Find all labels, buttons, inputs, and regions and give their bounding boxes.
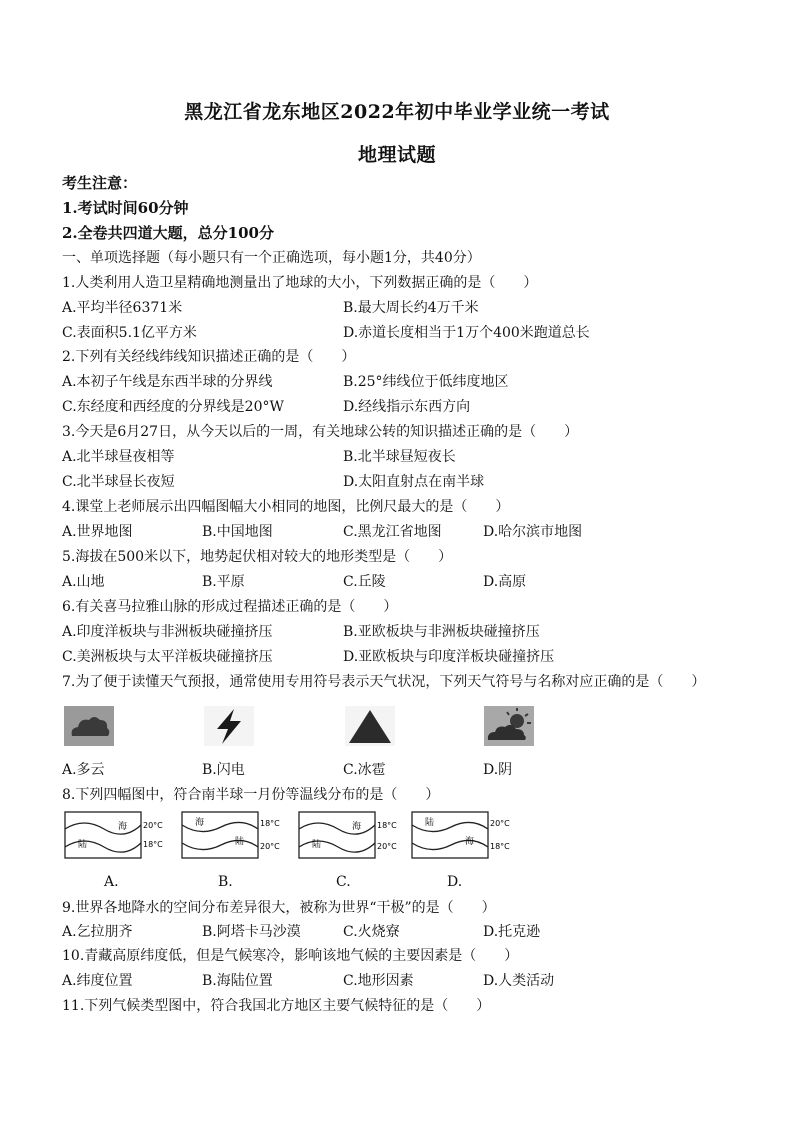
option-4b: B.中国地图: [202, 524, 273, 540]
map-c-bottom-temp: 20°C: [377, 842, 397, 851]
option-1b: B.最大周长约4万千米: [343, 300, 479, 316]
isotherm-map-d: [411, 811, 521, 861]
map-d-bottom-text: 海: [465, 837, 475, 847]
option-3a: A.北半球昼夜相等: [62, 449, 175, 465]
option-4d: D.哈尔滨市地图: [483, 524, 583, 540]
map-b-bottom-temp: 20°C: [260, 842, 280, 851]
map-d-top-temp: 20°C: [490, 819, 510, 828]
option-9a: A.乞拉朋齐: [62, 924, 133, 940]
option-4c: C.黑龙江省地图: [343, 524, 442, 540]
lightning-icon: [204, 706, 254, 746]
map-c-top-temp: 18°C: [377, 821, 397, 830]
map-b-bottom-text: 陆: [235, 837, 245, 847]
question-stem-9: 9.世界各地降水的空间分布差异很大，被称为世界“干极”的是（ ）: [62, 900, 496, 916]
map-c-top-text: 海: [352, 822, 362, 832]
option-6a: A.印度洋板块与非洲板块碰撞挤压: [62, 624, 273, 640]
option-7a: A.多云: [62, 762, 105, 778]
map-d-bottom-temp: 18°C: [490, 842, 510, 851]
map-d-top-text: 陆: [425, 818, 435, 828]
option-1d: D.赤道长度相当于1万个400米跑道总长: [343, 325, 590, 341]
map-a-bottom-temp: 18°C: [143, 840, 163, 849]
isotherm-map-a: [64, 811, 174, 861]
exam-subtitle: 地理试题: [357, 144, 436, 166]
option-7c: C.冰雹: [343, 762, 386, 778]
notice-item-1: 1.考试时间60分钟: [62, 199, 189, 217]
question-stem-2: 2.下列有关经线纬线知识描述正确的是（ ）: [62, 349, 356, 365]
option-5b: B.平原: [202, 574, 245, 590]
option-9d: D.托克逊: [483, 924, 541, 940]
option-6d: D.亚欧板块与印度洋板块碰撞挤压: [343, 649, 555, 665]
option-10b: B.海陆位置: [202, 973, 273, 989]
question-stem-3: 3.今天是6月27日，从今天以后的一周，有关地球公转的知识描述正确的是（ ）: [62, 424, 579, 440]
option-5d: D.高原: [483, 574, 527, 590]
map-c-bottom-text: 陆: [312, 840, 322, 850]
option-6c: C.美洲板块与太平洋板块碰撞挤压: [62, 649, 273, 665]
option-6b: B.亚欧板块与非洲板块碰撞挤压: [343, 624, 540, 640]
map-a-bottom-text: 陆: [78, 840, 88, 850]
option-5c: C.丘陵: [343, 574, 386, 590]
option-2b: B.25°纬线位于低纬度地区: [343, 374, 509, 390]
map-b-top-text: 海: [195, 818, 205, 828]
map-a-top-text: 海: [118, 822, 128, 832]
option-7d: D.阴: [483, 762, 513, 778]
question-stem-6: 6.有关喜马拉雅山脉的形成过程描述正确的是（ ）: [62, 599, 398, 615]
option-9b: B.阿塔卡马沙漠: [202, 924, 301, 940]
partly-cloudy-sun-icon: [484, 706, 534, 746]
notice-heading: 考生注意：: [62, 174, 138, 192]
section-heading: 一、单项选择题（每小题只有一个正确选项，每小题1分，共40分）: [62, 250, 481, 266]
question-stem-8: 8.下列四幅图中，符合南半球一月份等温线分布的是（ ）: [62, 787, 440, 803]
option-2a: A.本初子午线是东西半球的分界线: [62, 374, 273, 390]
option-1c: C.表面积5.1亿平方米: [62, 325, 197, 341]
question-stem-5: 5.海拔在500米以下，地势起伏相对较大的地形类型是（ ）: [62, 549, 453, 565]
option-3c: C.北半球昼长夜短: [62, 474, 175, 490]
option-2d: D.经线指示东西方向: [343, 399, 471, 415]
exam-title: 黑龙江省龙东地区2022年初中毕业学业统一考试: [184, 101, 610, 123]
option-2c: C.东经度和西经度的分界线是20°W: [62, 399, 284, 415]
map-label-d: D.: [447, 874, 463, 890]
map-label-a: A.: [104, 874, 119, 890]
question-stem-10: 10.青藏高原纬度低，但是气候寒冷，影响该地气候的主要因素是（ ）: [62, 948, 519, 964]
option-10d: D.人类活动: [483, 973, 555, 989]
question-stem-4: 4.课堂上老师展示出四幅图幅大小相同的地图，比例尺最大的是（ ）: [62, 499, 510, 515]
question-stem-11: 11.下列气候类型图中，符合我国北方地区主要气候特征的是（ ）: [62, 998, 491, 1014]
map-label-c: C.: [336, 874, 351, 890]
option-3b: B.北半球昼短夜长: [343, 449, 456, 465]
notice-item-2: 2.全卷共四道大题，总分100分: [62, 224, 274, 242]
map-label-b: B.: [218, 874, 233, 890]
option-1a: A.平均半径6371米: [62, 300, 183, 316]
isotherm-map-b: [181, 811, 291, 861]
option-7b: B.闪电: [202, 762, 245, 778]
map-b-top-temp: 18°C: [260, 819, 280, 828]
option-3d: D.太阳直射点在南半球: [343, 474, 485, 490]
option-5a: A.山地: [62, 574, 105, 590]
option-4a: A.世界地图: [62, 524, 133, 540]
isotherm-map-c: [298, 811, 408, 861]
question-stem-1: 1.人类利用人造卫星精确地测量出了地球的大小，下列数据正确的是（ ）: [62, 275, 538, 291]
option-10c: C.地形因素: [343, 973, 414, 989]
question-stem-7: 7.为了便于读懂天气预报，通常使用专用符号表示天气状况，下列天气符号与名称对应正确的是（ ）: [62, 674, 706, 690]
hail-triangle-icon: [345, 706, 395, 746]
overcast-cloud-icon: [64, 706, 114, 746]
option-10a: A.纬度位置: [62, 973, 133, 989]
map-a-top-temp: 20°C: [143, 821, 163, 830]
option-9c: C.火烧寮: [343, 924, 400, 940]
